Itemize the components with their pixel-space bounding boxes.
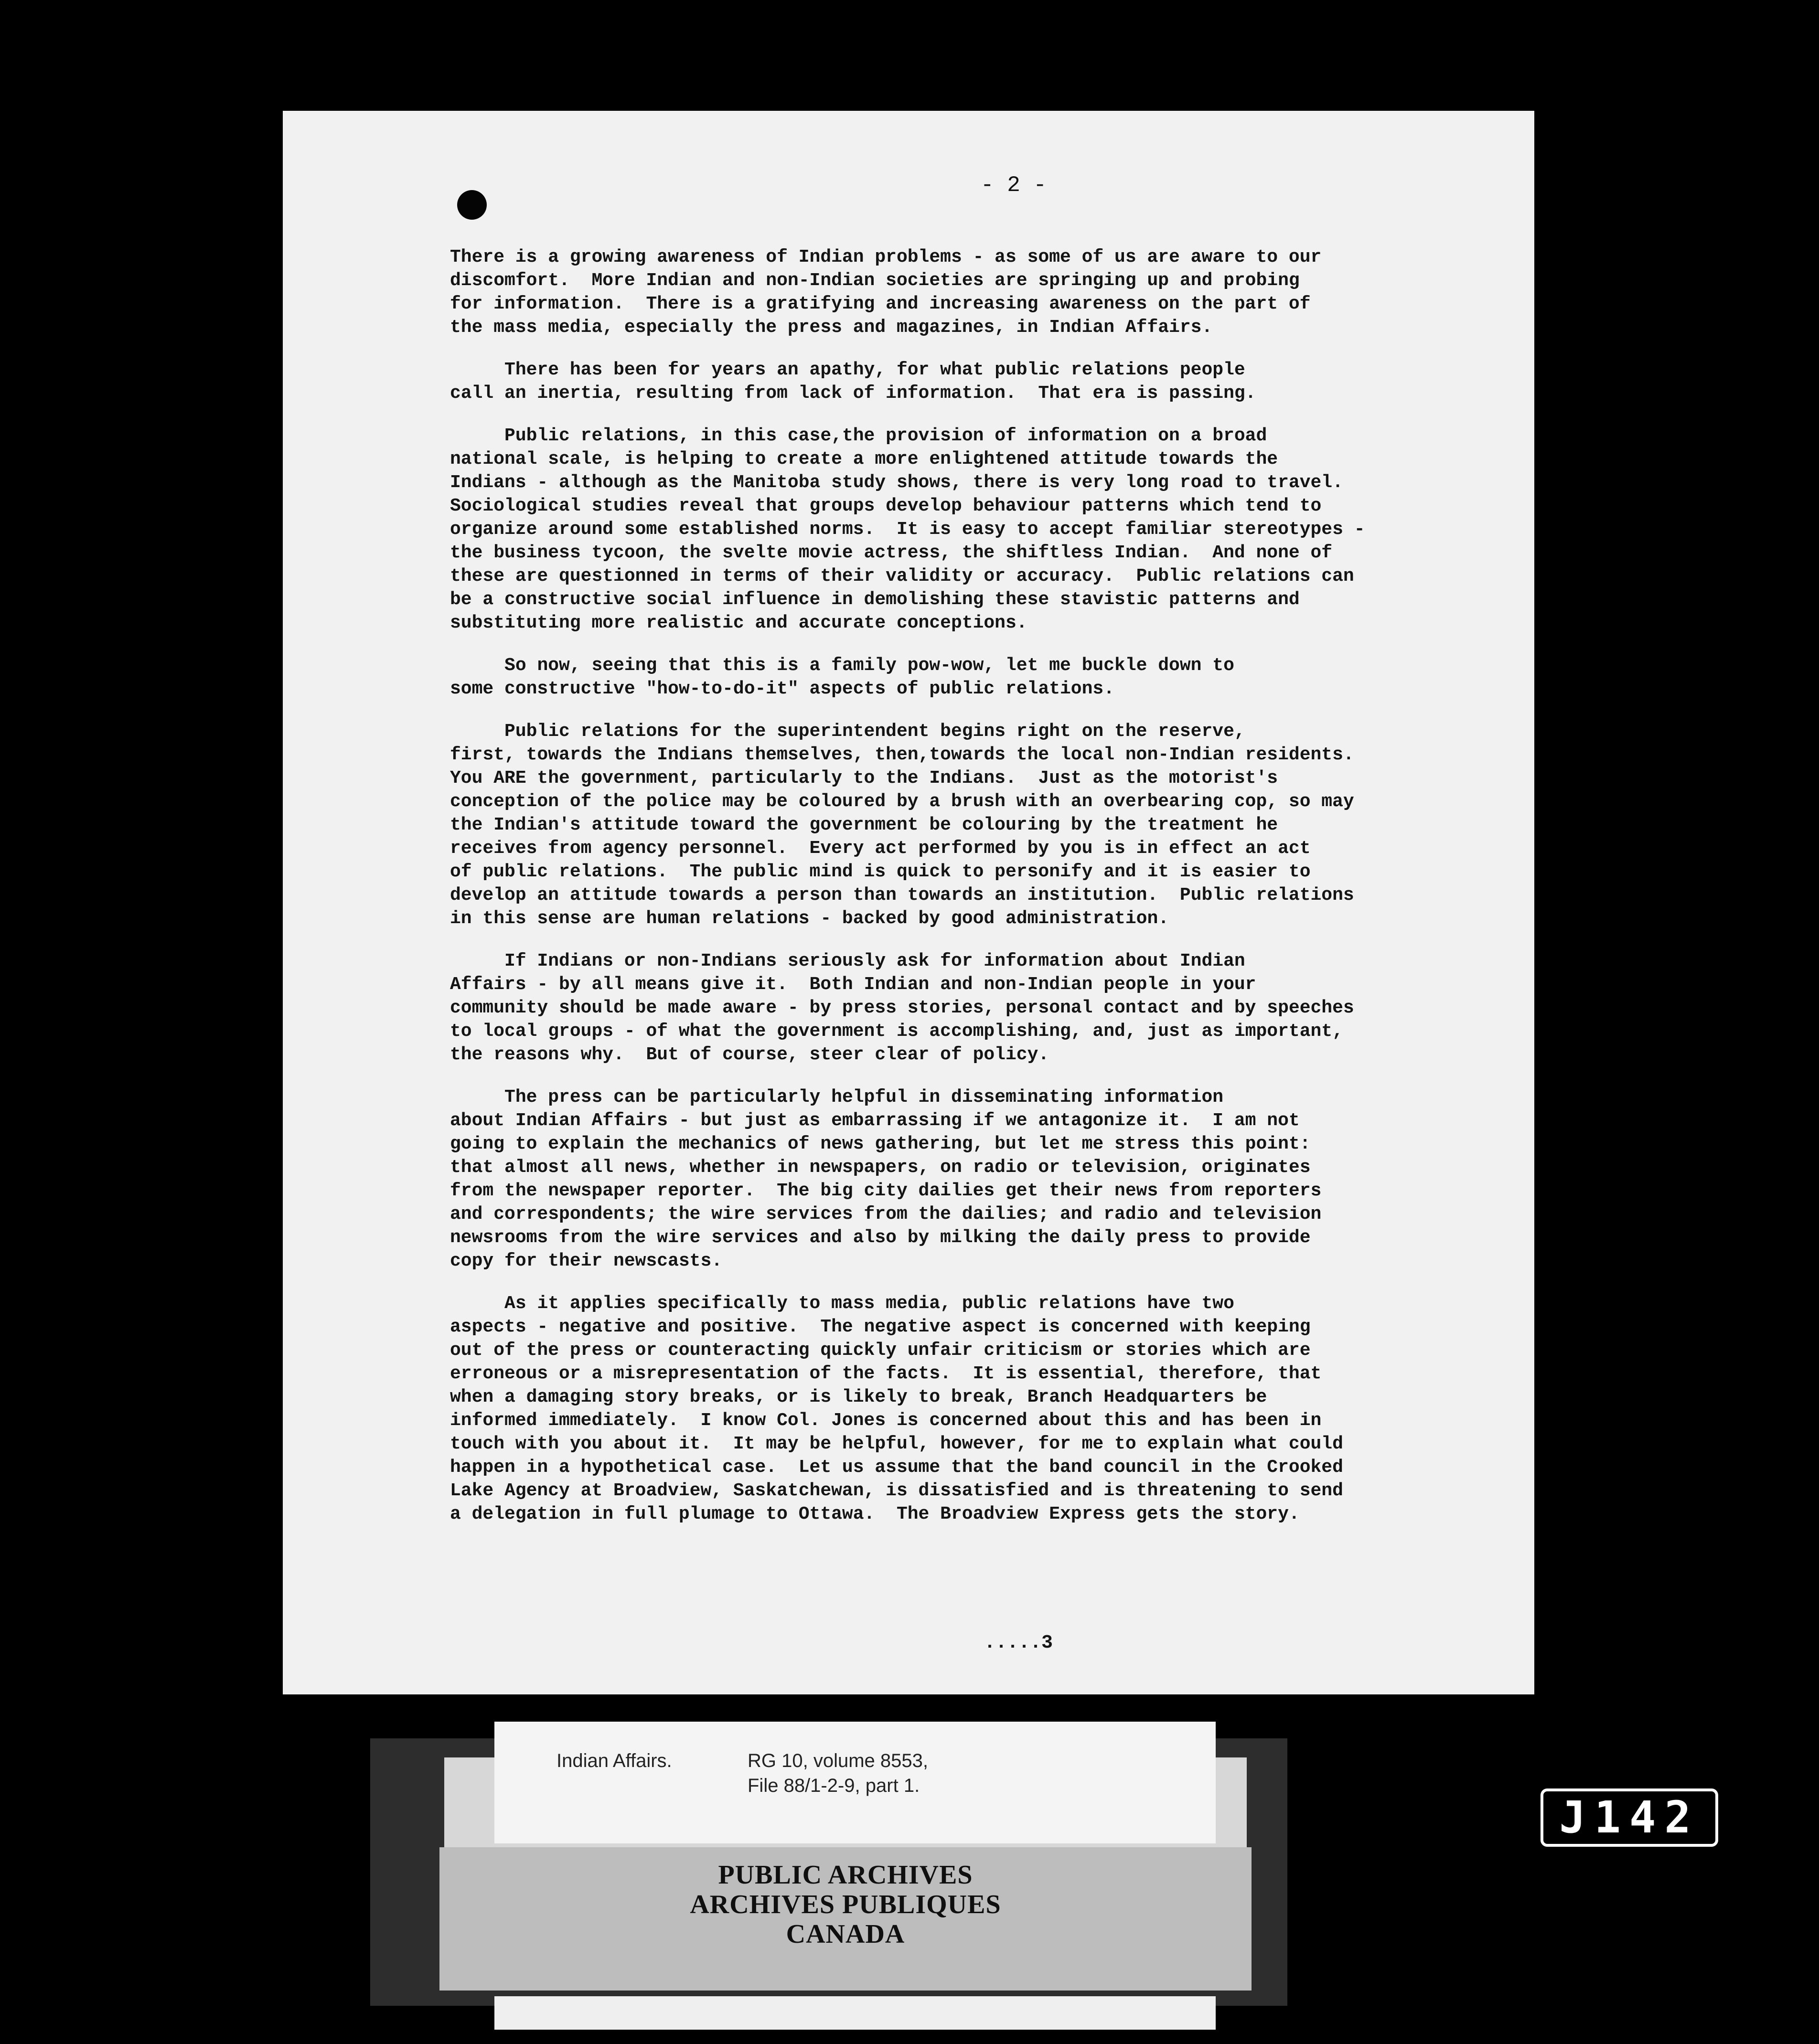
paragraph: The press can be particularly helpful in disseminating information about Indian Affairs - but just as embarrassing if we antagonize it. I am not going to explain the mechanics of news gathering, but let me stress this point: that almost all news, whether in newspapers, on radio or television, originates from the newspaper reporter. The big city dailies get their news from reporters and correspondents; the wire services from the dailies; and radio and television newsrooms from the wire services and also by milking the daily press to provide copy for their newscasts. <box>450 1087 1322 1271</box>
paragraph: Public relations, in this case,the provision of information on a broad national scale, is helping to create a more enlightened attitude towards the Indians - although as the Manitoba study shows, there is very long road to travel. Sociological studies reveal that groups develop behaviour patterns which tend to organize around some established norms. It is easy to accept familiar stereotypes - the business tycoon, the svelte movie actress, the shiftless Indian. And none of these are questionned in terms of their validity or accuracy. Public relations can be a constructive social influence in demolishing these stavistic patterns and substituting more realistic and accurate conceptions. <box>450 426 1365 633</box>
stamp-line1: PUBLIC ARCHIVES <box>718 1860 973 1890</box>
edge-mark <box>370 230 374 234</box>
paragraph: As it applies specifically to mass media, public relations have two aspects - negative and positive. The negative aspect is concerned with keeping out of the press or counteracting quickly unfair criticism or stories which are erroneous or a misrepresentation of the facts. It is essential, therefore, that when a damaging story breaks, or is likely to break, Branch Headquarters be informed immediately. I know Col. Jones is concerned about this and has been in touch with you about it. It may be helpful, however, for me to explain what could happen in a hypothetical case. Let us assume that the band council in the Crooked Lake Agency at Broadview, Saskatchewan, is dissatisfied and is threatening to send a delegation in full plumage to Ottawa. The Broadview Express gets the story. <box>450 1293 1343 1524</box>
edge-mark <box>370 181 374 185</box>
frame-number: J142 <box>1541 1788 1718 1847</box>
document-body <box>450 245 1463 1545</box>
paragraph: There is a growing awareness of Indian problems - as some of us are aware to our discomfort. More Indian and non-Indian societies are springing up and probing for information. There is a gratifying and increasing awareness on the part of the mass media, especially the press and magazines, in Indian Affairs. <box>450 247 1322 338</box>
document-page <box>283 111 1534 1694</box>
stamp-line3: CANADA <box>786 1919 905 1949</box>
edge-mark <box>370 168 374 172</box>
label-card-bottom <box>494 1996 1216 2030</box>
archive-label-card <box>494 1722 1216 1843</box>
label-reference-line1: RG 10, volume 8553, <box>748 1750 928 1771</box>
archive-stamp <box>621 1860 1070 1949</box>
paragraph: So now, seeing that this is a family pow-wow, let me buckle down to some constructive "how-to-do-it" aspects of public relations. <box>450 655 1234 699</box>
paragraph: There has been for years an apathy, for what public relations people call an inertia, resulting from lack of information. That era is passing. <box>450 360 1256 404</box>
punch-hole <box>457 190 487 220</box>
continuation-marker: .....3 <box>984 1632 1053 1654</box>
page-number: - 2 - <box>980 173 1047 198</box>
stamp-line2: ARCHIVES PUBLIQUES <box>690 1890 1001 1919</box>
label-reference-line2: File 88/1-2-9, part 1. <box>748 1775 920 1796</box>
paragraph: Public relations for the superintendent begins right on the reserve, first, towards the Indians themselves, then,towards the local non-Indian residents. You ARE the government, particularly to the Indians. Just as the motorist's conception of the police may be coloured by a brush with an overbearing cop, so may the Indian's attitude toward the government be colouring by the treatment he receives from agency personnel. Every act performed by you is in effect an act of public relations. The public mind is quick to personify and it is easier to develop an attitude towards a person than towards an institution. Public relations in this sense are human relations - backed by good administration. <box>450 721 1354 929</box>
paragraph: If Indians or non-Indians seriously ask for information about Indian Affairs - by all means give it. Both Indian and non-Indian people in your community should be made aware - by press stories, personal contact and by speeches to local groups - of what the government is accomplishing, and, just as important, the reasons why. But of course, steer clear of policy. <box>450 951 1354 1065</box>
label-agency: Indian Affairs. <box>556 1750 672 1771</box>
